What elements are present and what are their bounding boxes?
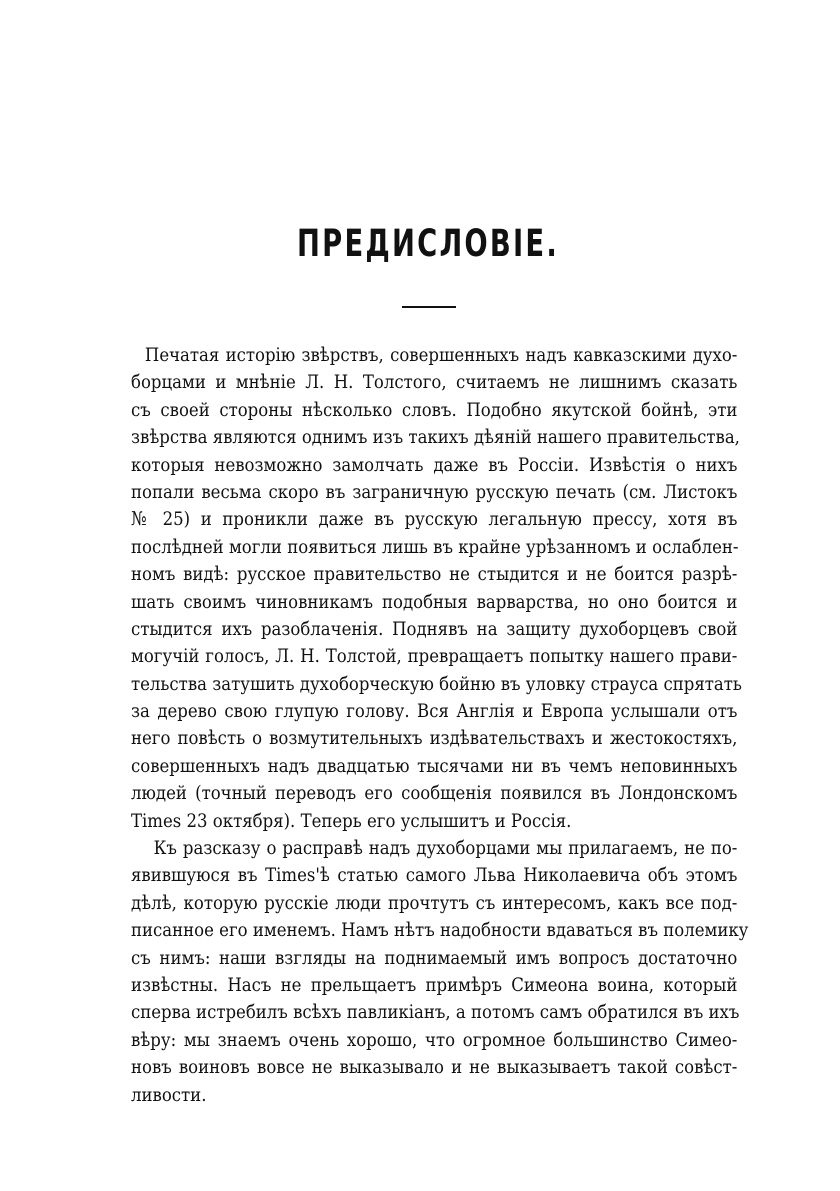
text-line: людей (точный переводъ его сообщенія появился въ Лондонскомъ	[131, 782, 738, 805]
text-line: звѣрства являются однимъ изъ такихъ дѣяній нашего правительства,	[131, 426, 740, 449]
text-line: дѣлѣ, которую русскіе люди прочтутъ съ интересомъ, какъ все под-	[131, 891, 738, 914]
text-line: совершенныхъ надъ двадцатью тысячами ни въ чемъ неповинныхъ	[131, 754, 738, 777]
preface-body	[131, 342, 749, 1109]
text-line: № 25) и проникли даже въ русскую легальную прессу, хотя въ	[131, 508, 738, 531]
text-line: номъ видѣ: русское правительство не стыдится и не боится разрѣ-	[131, 563, 738, 586]
text-line: съ нимъ: наши взгляды на поднимаемый имъ вопросъ достаточно	[131, 946, 738, 969]
text-line: вѣру: мы знаемъ очень хорошо, что огромное большинство Симео-	[131, 1028, 738, 1051]
page-title: ПРЕДИСЛОВІЕ.	[297, 222, 559, 265]
text-line: тельства затушить духоборческую бойню въ уловку страуса спрятать	[131, 672, 742, 695]
text-line: сперва истребилъ всѣхъ павликіанъ, а потомъ самъ обратился въ ихъ	[131, 1001, 740, 1024]
text-line: послѣдней могли появиться лишь въ крайне урѣзанномъ и ослаблен-	[131, 535, 739, 558]
text-line: за дерево свою глупую голову. Вся Англія и Европа услышали отъ	[131, 700, 738, 723]
text-line: борцами и мнѣніе Л. Н. Толстого, считаемъ не лишнимъ сказать	[131, 371, 738, 394]
paragraph-1	[131, 342, 742, 835]
text-line: Печатая исторію звѣрствъ, совершенныхъ надъ кавказскими духо-	[144, 344, 738, 366]
text-line: съ своей стороны нѣсколько словъ. Подобно якутской бойнѣ, эти	[131, 398, 738, 421]
text-line: шать своимъ чиновникамъ подобныя варварства, но оно боится и	[131, 590, 738, 613]
text-line: ливости.	[131, 1083, 207, 1106]
text-line: писанное его именемъ. Намъ нѣтъ надобности вдаваться въ полемику	[131, 919, 749, 942]
text-line: попали весьма скоро въ заграничную русскую печать (см. Листокъ	[131, 480, 738, 503]
text-line: Къ разсказу о расправѣ надъ духоборцами мы прилагаемъ, не по-	[153, 837, 738, 860]
text-line: стыдится ихъ разоблаченія. Поднявъ на защиту духоборцевъ свой	[131, 617, 738, 640]
text-line: могучій голосъ, Л. Н. Толстой, превращаетъ попытку нашего прави-	[131, 645, 738, 668]
text-line: которыя невозможно замолчать даже въ Россіи. Извѣстія о нихъ	[131, 453, 738, 476]
text-line: него повѣсть о возмутительныхъ издѣвательствахъ и жестокостяхъ,	[131, 727, 738, 750]
text-line: новъ воиновъ вовсе не выказывало и не выказываетъ такой совѣст-	[131, 1056, 738, 1079]
paragraph-2	[131, 835, 749, 1109]
text-line: явившуюся въ Times'ѣ статью самого Льва Николаевича объ этомъ	[131, 864, 738, 887]
text-line: извѣстны. Насъ не прельщаетъ примѣръ Симеона воина, который	[131, 973, 738, 996]
text-line: Times 23 октября). Теперь его услышитъ и Россія.	[131, 809, 572, 832]
title-divider	[402, 306, 456, 308]
